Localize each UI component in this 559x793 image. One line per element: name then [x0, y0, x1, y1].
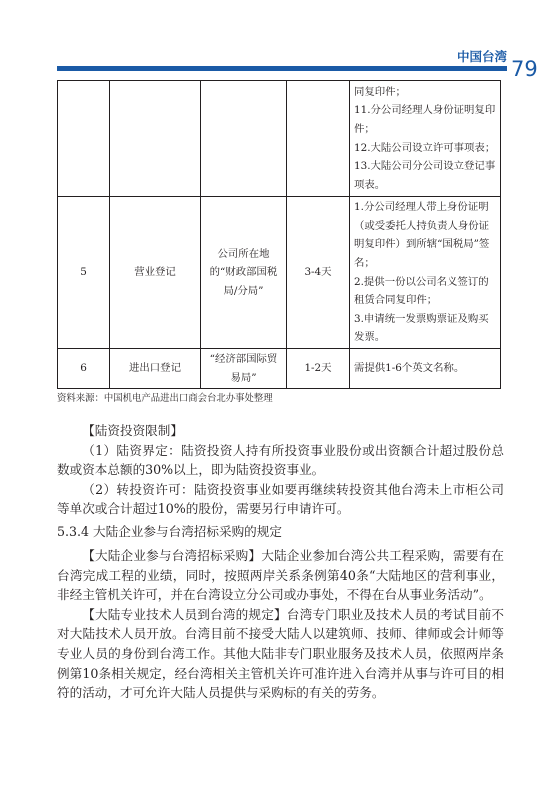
row-documents — [350, 349, 501, 389]
row-authority: 公司所在地的“财政部国税局/分局” — [201, 197, 287, 349]
paragraph: （2）转投资许可：陆资投资事业如要再继续转投资其他台湾未上市柜公司等单次或合计超过10%的股份，需要另行申请许可。 — [57, 481, 504, 517]
row-days: 3-4天 — [287, 197, 350, 349]
row-number — [58, 81, 110, 197]
row-authority — [201, 81, 287, 197]
doc-line: 2.提供一份以公司名义签订的租赁合同复印件； — [354, 275, 489, 307]
subsection-title: 5.3.4 大陆企业参与台湾招标采购的规定 — [57, 524, 282, 539]
table-row — [58, 349, 501, 389]
doc-line: 12.大陆公司设立许可事项表； — [354, 141, 496, 154]
doc-line: 11.分公司经理人身份证明复印件； — [354, 104, 496, 135]
section-heading: 【陆资投资限制】 — [82, 423, 183, 438]
row-documents — [350, 197, 501, 349]
table-row — [58, 81, 501, 197]
row-days — [287, 81, 350, 197]
section-investment-limits — [57, 421, 504, 519]
section-procurement — [57, 546, 504, 703]
doc-line: 13.大陆公司分公司设立登记事项表。 — [354, 160, 496, 191]
doc-line: 同复印件； — [354, 85, 406, 98]
doc-line: 3.申请统一发票购票证及购买发票。 — [354, 312, 489, 344]
paragraph: （1）陆资界定：陆资投资人持有所投资事业股份或出资额合计超过股份总数或资本总额的30%以上，即为陆资投资事业。 — [57, 442, 504, 478]
doc-line: 1.分公司经理人带上身份证明（或受委托人持负责人身份证明复印件）到所辖“国税局”签名； — [354, 201, 490, 269]
table-source-note: 资料来源：中国机电产品进出口商会台北办事处整理 — [57, 393, 273, 404]
row-number: 6 — [58, 349, 110, 389]
row-item — [110, 81, 201, 197]
running-header-title: 中国台湾 — [456, 49, 507, 64]
header-rule — [57, 66, 507, 71]
table-row — [58, 197, 501, 349]
paragraph: 【大陆企业参与台湾招标采购】大陆企业参加台湾公共工程采购，需要有在台湾完成工程的业绩，同时，按照两岸关系条例第40条“大陆地区的营利事业，非经主管机关许可，并在台湾设立分公司或办事处，不得在台从事业务活动”。 — [57, 548, 504, 603]
registration-table — [57, 80, 501, 389]
row-days: 1-2天 — [287, 349, 350, 389]
row-documents — [350, 81, 501, 197]
doc-line: 需提供1-6个英文名称。 — [354, 362, 465, 375]
row-item: 进出口登记 — [110, 349, 201, 389]
row-item: 营业登记 — [110, 197, 201, 349]
page-number: 79 — [511, 57, 538, 81]
row-number: 5 — [58, 197, 110, 349]
row-authority: “经济部国际贸易局” — [201, 349, 287, 389]
paragraph: 【大陆专业技术人员到台湾的规定】台湾专门职业及技术人员的考试目前不对大陆技术人员开放。台湾目前不接受大陆人以建筑师、技师、律师或会计师等专业人员的身份到台湾工作。其他大陆非专门职业服务及技术人员，依照两岸条例第10条相关规定，经台湾相关主管机关许可准许进入台湾并从事与许可目的相符的活动，才可允许大陆人员提供与采购标的有关的劳务。 — [57, 606, 504, 701]
